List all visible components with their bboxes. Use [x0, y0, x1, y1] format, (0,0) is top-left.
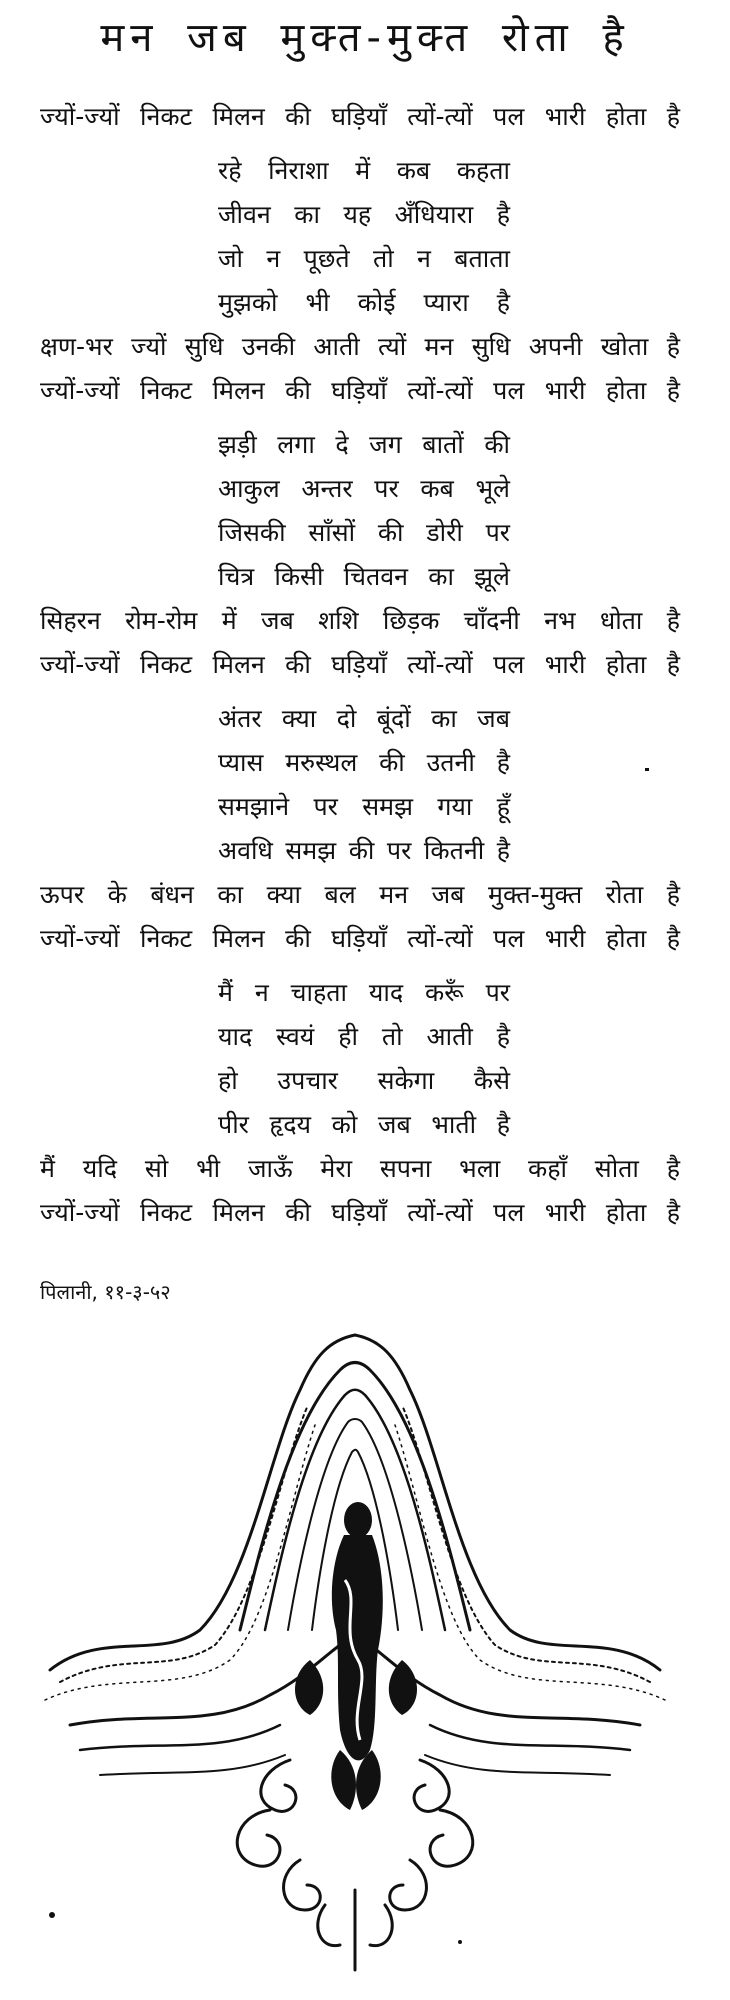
- stanza-line: चित्र किसी चितवन का झूले: [218, 562, 510, 591]
- refrain-line: ज्यों-ज्यों निकट मिलन की घड़ियाँ त्यों-त्यों पल भारी होता है: [40, 376, 680, 405]
- refrain-line: ज्यों-ज्यों निकट मिलन की घड़ियाँ त्यों-त्यों पल भारी होता है: [40, 650, 680, 679]
- figure-amid-flames-illustration-icon: [40, 1330, 680, 1980]
- stanza-line: झड़ी लगा दे जग बातों की: [218, 430, 510, 459]
- stanza-closing-line: ऊपर के बंधन का क्या बल मन जब मुक्त-मुक्त रोता है: [40, 880, 680, 909]
- stanza-closing-line: क्षण-भर ज्यों सुधि उनकी आती त्यों मन सुधि अपनी खोता है: [40, 332, 680, 361]
- stanza-line: अंतर क्या दो बूंदों का जब: [218, 704, 510, 733]
- refrain-line: ज्यों-ज्यों निकट मिलन की घड़ियाँ त्यों-त्यों पल भारी होता है: [40, 924, 680, 953]
- stanza-line: मैं न चाहता याद करूँ पर: [218, 978, 510, 1007]
- stanza-line: याद स्वयं ही तो आती है: [218, 1022, 510, 1051]
- refrain-line: ज्यों-ज्यों निकट मिलन की घड़ियाँ त्यों-त्यों पल भारी होता है: [40, 102, 680, 131]
- refrain-line: ज्यों-ज्यों निकट मिलन की घड़ियाँ त्यों-त्यों पल भारी होता है: [40, 1198, 680, 1227]
- stanza-line: समझाने पर समझ गया हूँ: [218, 792, 510, 821]
- stanza-line: अवधि समझ की पर कितनी है: [218, 836, 510, 865]
- poem-body: [40, 95, 680, 1235]
- stanza-line: पीर हृदय को जब भाती है: [218, 1110, 510, 1139]
- stanza-1: [40, 149, 680, 325]
- stanza-closing-line: मैं यदि सो भी जाऊँ मेरा सपना भला कहाँ सोता है: [40, 1154, 680, 1183]
- stanza-line: आकुल अन्तर पर कब भूले: [218, 474, 510, 503]
- place-date-signature: पिलानी, ११-३-५२: [40, 1280, 171, 1304]
- stanza-2: [40, 423, 680, 599]
- stanza-line: प्यास मरुस्थल की उतनी है: [218, 748, 510, 777]
- stanza-line: जो न पूछते तो न बताता: [218, 244, 510, 273]
- stanza-line: रहे निराशा में कब कहता: [218, 156, 510, 185]
- stanza-3: [40, 697, 680, 873]
- stanza-line: जिसकी साँसों की डोरी पर: [218, 518, 510, 547]
- stanza-line: मुझको भी कोई प्यारा है: [218, 288, 510, 317]
- stanza-line: हो उपचार सकेगा कैसे: [218, 1066, 510, 1095]
- stanza-closing-line: सिहरन रोम-रोम में जब शशि छिड़क चाँदनी नभ धोता है: [40, 606, 680, 635]
- stanza-4: [40, 971, 680, 1147]
- stanza-line: जीवन का यह अँधियारा है: [218, 200, 510, 229]
- ink-speck: [645, 768, 649, 771]
- poem-title: मन जब मुक्त-मुक्त रोता है: [100, 15, 630, 61]
